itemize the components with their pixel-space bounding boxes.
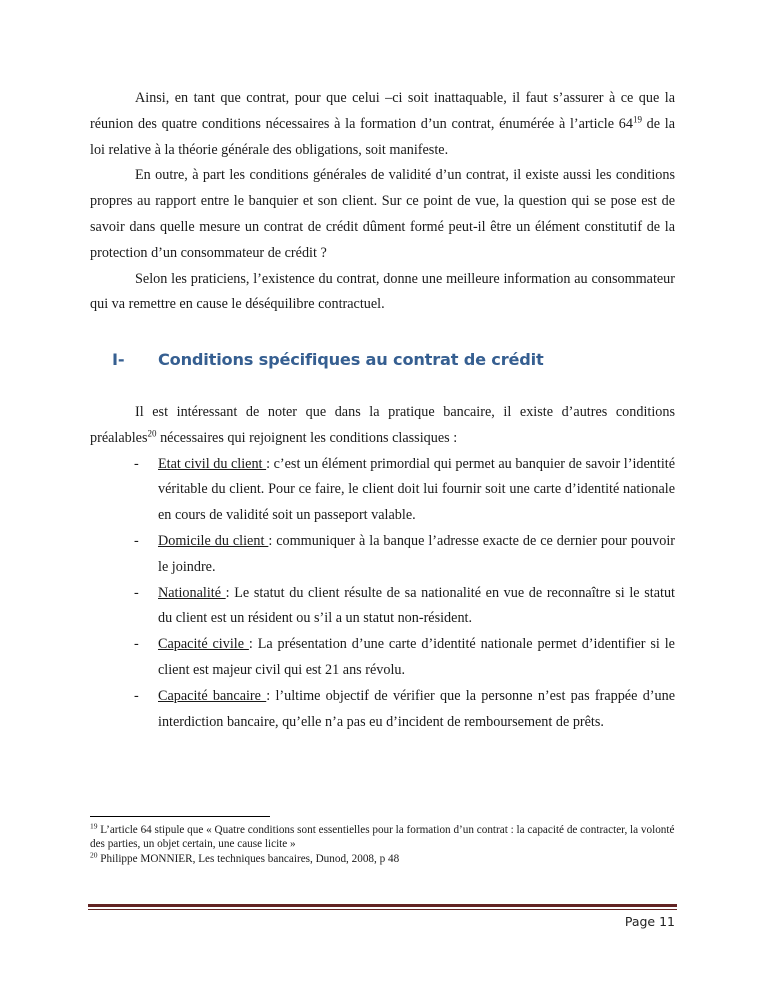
list-item [90,632,675,684]
item-text: : communiquer à la banque l’adresse exacte de ce dernier pour pouvoir le joindre. [158,532,675,575]
item-text: : c’est un élément primordial qui permet au banquier de savoir l’identité véritable du client. Pour ce faire, le client doit lui fournir soit une carte d’identité nationale en cours de validité soit un passeport valable. [158,455,676,524]
paragraph-1-text: Ainsi, en tant que contrat, pour que celui –ci soit inattaquable, il faut s’assurer à ce que la réunion des quatre conditions nécessaires à la formation d’un contrat, énumérée à l’article 64 [90,90,675,132]
footer-rule-thick [88,904,677,907]
paragraph-1-text-end: de la loi relative à la théorie générale des obligations, soit manifeste. [90,115,675,158]
body-text [90,86,675,318]
list-item [90,581,675,633]
page-number: Page 11 [624,914,675,929]
section-intro-text: Il est intéressant de noter que dans la pratique bancaire, il existe d’autres conditions préalables [90,404,675,446]
bullet-dash: - [134,687,139,704]
item-term: Capacité bancaire [158,687,267,704]
footer-rule-thin [88,909,677,910]
item-term: Etat civil du client [158,455,267,472]
bullet-dash: - [134,532,139,549]
bullet-dash: - [134,455,139,472]
item-term: Nationalité [158,584,226,601]
list-item [90,529,675,581]
section-title: Conditions spécifiques au contrat de crédit [158,350,544,369]
footnote-number: 19 [90,821,98,831]
section-intro-text-end: nécessaires qui rejoignent les conditions classiques : [156,429,458,446]
paragraph-1 [90,86,675,163]
paragraph-2: En outre, à part les conditions générales de validité d’un contrat, il existe aussi les conditions propres au rapport entre le banquier et son client. Sur ce point de vue, la question qui se pose est de savoir dans quelle mesure un contrat de crédit dûment formé peut-il être un élément constitutif de la protection d’un consommateur de crédit ? [90,167,675,261]
footnote-number: 20 [90,850,98,860]
item-text: : l’ultime objectif de vérifier que la personne n’est pas frappée d’une interdiction bancaire, qu’elle n’a pas eu d’incident de remboursement de prêts. [158,687,675,730]
section-heading [112,350,692,369]
item-text: : La présentation d’une carte d’identité nationale permet d’identifier si le client est majeur civil qui est 21 ans révolu. [158,636,675,678]
conditions-list [90,452,675,736]
bullet-dash: - [134,636,139,653]
list-item [90,684,675,736]
item-term: Domicile du client [158,532,269,549]
paragraph-3: Selon les praticiens, l’existence du contrat, donne une meilleure information au consommateur qui va remettre en cause le déséquilibre contractuel. [90,270,675,313]
footnote-20 [90,852,675,866]
footnote-text: Philippe MONNIER, Les techniques bancaires, Dunod, 2008, p 48 [97,852,400,865]
footnote-text: L’article 64 stipule que « Quatre conditions sont essentielles pour la formation d’un contrat : la capacité de contracter, la volonté des parties, un objet certain, une cause licite » [90,824,675,851]
section-body [90,400,675,735]
footnote-separator [90,816,270,817]
footnotes [90,823,675,866]
footnote-ref-20[interactable]: 20 [147,428,157,439]
section-intro [90,400,675,452]
item-text: : Le statut du client résulte de sa nationalité en vue de reconnaître si le statut du client est un résident ou s’il a un statut non-résident. [158,584,675,627]
footnote-19 [90,823,675,852]
bullet-dash: - [134,584,139,601]
item-term: Capacité civile [158,636,249,653]
list-item [90,452,675,529]
footnote-ref-19[interactable]: 19 [632,114,642,125]
section-number: I- [112,350,125,369]
